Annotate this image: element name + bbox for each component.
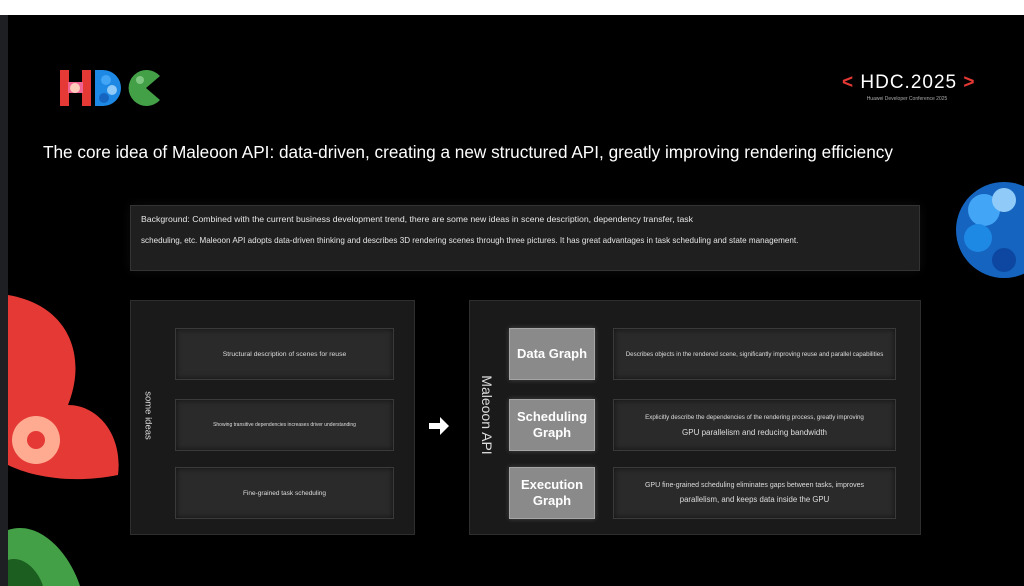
chevron-right-icon: > xyxy=(963,72,976,93)
ideas-panel-label: some ideas xyxy=(142,391,154,440)
maleoon-panel-label: Maleoon API xyxy=(479,375,495,455)
data-graph-box: Data Graph xyxy=(509,328,595,380)
event-logo xyxy=(842,72,976,108)
event-subtitle: Huawei Developer Conference 2025 xyxy=(866,96,948,102)
background-line-2: scheduling, etc. Maleoon API adopts data-driven thinking and describes 3D rendering scenes through three pictures. It has great advantages in task scheduling and state management. xyxy=(141,236,799,245)
data-graph-description: Describes objects in the rendered scene, significantly improving reuse and parallel capabilities xyxy=(613,328,896,380)
idea-item: Structural description of scenes for reuse xyxy=(175,328,394,380)
top-white-bar xyxy=(0,0,1024,15)
scheduling-graph-description: Explicitly describe the dependencies of the rendering process, greatly improving GPU parallelism and reducing bandwidth xyxy=(613,399,896,451)
slide-headline: The core idea of Maleoon API: data-driven, creating a new structured API, greatly improving rendering efficiency xyxy=(43,142,893,162)
green-leaf-decoration-icon xyxy=(8,520,80,586)
scheduling-graph-box: Scheduling Graph xyxy=(509,399,595,451)
execution-graph-box: Execution Graph xyxy=(509,467,595,519)
arrow-right-icon xyxy=(428,416,450,436)
blue-flower-decoration-icon xyxy=(954,180,1024,280)
idea-item: Showing transitive dependencies increases driver understanding xyxy=(175,399,394,451)
background-line-1: Background: Combined with the current business development trend, there are some new ideas in scene description, dependency transfer, task xyxy=(141,214,693,224)
chevron-left-icon: < xyxy=(842,72,855,93)
event-title: HDC.2025 xyxy=(860,72,958,93)
red-flower-decoration-icon xyxy=(8,295,126,495)
left-edge-strip xyxy=(0,15,8,586)
idea-item: Fine-grained task scheduling xyxy=(175,467,394,519)
hdc-logo-icon xyxy=(60,68,166,108)
background-box xyxy=(130,205,920,271)
execution-graph-description: GPU fine-grained scheduling eliminates gaps between tasks, improves parallelism, and keeps data inside the GPU xyxy=(613,467,896,519)
